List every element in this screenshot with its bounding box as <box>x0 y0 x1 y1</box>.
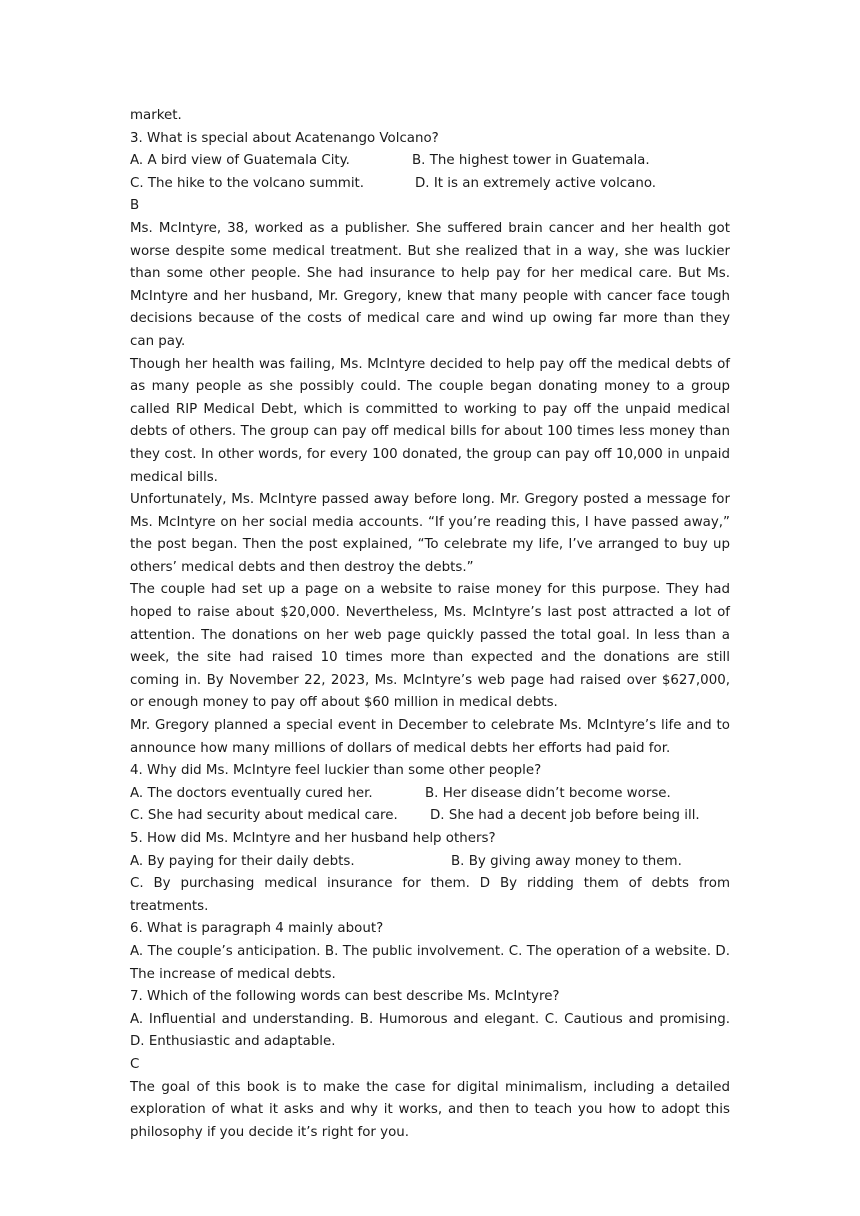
question-3-option-b: B. The highest tower in Guatemala. <box>412 153 650 169</box>
question-4-options-row1 <box>130 783 730 806</box>
question-5-option-a: A. By paying for their daily debts. <box>130 853 355 869</box>
question-4-option-c: C. She had security about medical care. <box>130 808 398 824</box>
question-6-stem: 6. What is paragraph 4 mainly about? <box>130 921 384 937</box>
question-3-option-d: D. It is an extremely active volcano. <box>415 175 657 191</box>
question-4-stem: 4. Why did Ms. McIntyre feel luckier than some other people? <box>130 763 542 779</box>
passage-b-paragraph-4: The couple had set up a page on a website to raise money for this purpose. They had hoped to raise about $20,000. Nevertheless, Ms. McIntyre’s last post attracted a lot of attention. The donations on her web page quickly passed the total goal. In less than a week, the site had raised 10 times more than expected and the donations are still coming in. By November 22, 2023, Ms. McIntyre’s web page had raised over $627,000, or enough money to pay off about $60 million in medical debts. <box>130 582 730 711</box>
question-3-stem: 3. What is special about Acatenango Volcano? <box>130 130 439 146</box>
question-7-options: A. Influential and understanding. B. Humorous and elegant. C. Cautious and promising. D. Enthusiastic and adaptable. <box>130 1011 730 1050</box>
question-5-option-b: B. By giving away money to them. <box>451 853 682 869</box>
question-3-option-a: A. A bird view of Guatemala City. <box>130 153 350 169</box>
passage-c-paragraph-1: The goal of this book is to make the case for digital minimalism, including a detailed exploration of what it asks and why it works, and then to teach you how to adopt this philosophy if you decide it’s right for you. <box>130 1079 730 1140</box>
question-4-option-b: B. Her disease didn’t become worse. <box>425 785 671 801</box>
question-5-options-row1 <box>130 851 730 874</box>
passage-b-paragraph-5: Mr. Gregory planned a special event in December to celebrate Ms. McIntyre’s life and to announce how many millions of dollars of medical debts her efforts had paid for. <box>130 718 730 756</box>
question-4-options-row2 <box>130 805 730 828</box>
question-5-options-cd: C. By purchasing medical insurance for them. D By ridding them of debts from treatments. <box>130 876 730 914</box>
question-7-stem: 7. Which of the following words can best describe Ms. McIntyre? <box>130 989 560 1005</box>
question-6-options: A. The couple’s anticipation. B. The public involvement. C. The operation of a website. D. The increase of medical debts. <box>130 943 730 982</box>
section-c-label: C <box>130 1056 140 1072</box>
question-3-options-row2 <box>130 173 730 196</box>
passage-b-paragraph-3: Unfortunately, Ms. McIntyre passed away before long. Mr. Gregory posted a message for Ms. McIntyre on her social media accounts. “If you’re reading this, I have passed away,” the post began. Then the post explained, “To celebrate my life, I’ve arranged to buy up others’ medical debts and then destroy the debts.” <box>130 492 730 575</box>
intro-tail: market. <box>130 108 182 123</box>
passage-b-paragraph-2: Though her health was failing, Ms. McIntyre decided to help pay off the medical debts of as many people as she possibly could. The couple began donating money to a group called RIP Medical Debt, which is committed to working to pay off the unpaid medical debts of others. The group can pay off medical bills for about 100 times less money than they cost. In other words, for every 100 donated, the group can pay off 10,000 in unpaid medical bills. <box>130 356 730 485</box>
question-4-option-a: A. The doctors eventually cured her. <box>130 785 373 801</box>
passage-b-paragraph-1: Ms. McIntyre, 38, worked as a publisher. She suffered brain cancer and her health got worse despite some medical treatment. But she realized that in a way, she was luckier than some other people. She had insurance to help pay for her medical care. But Ms. McIntyre and her husband, Mr. Gregory, knew that many people with cancer face tough decisions because of the costs of medical care and wind up owing far more than they can pay. <box>130 220 730 349</box>
question-3-option-c: C. The hike to the volcano summit. <box>130 175 365 191</box>
document-page <box>130 105 730 1144</box>
question-5-stem: 5. How did Ms. McIntyre and her husband help others? <box>130 831 496 846</box>
section-b-label: B <box>130 198 140 214</box>
question-4-option-d: D. She had a decent job before being ill. <box>430 808 700 824</box>
question-3-options-row1 <box>130 150 730 173</box>
